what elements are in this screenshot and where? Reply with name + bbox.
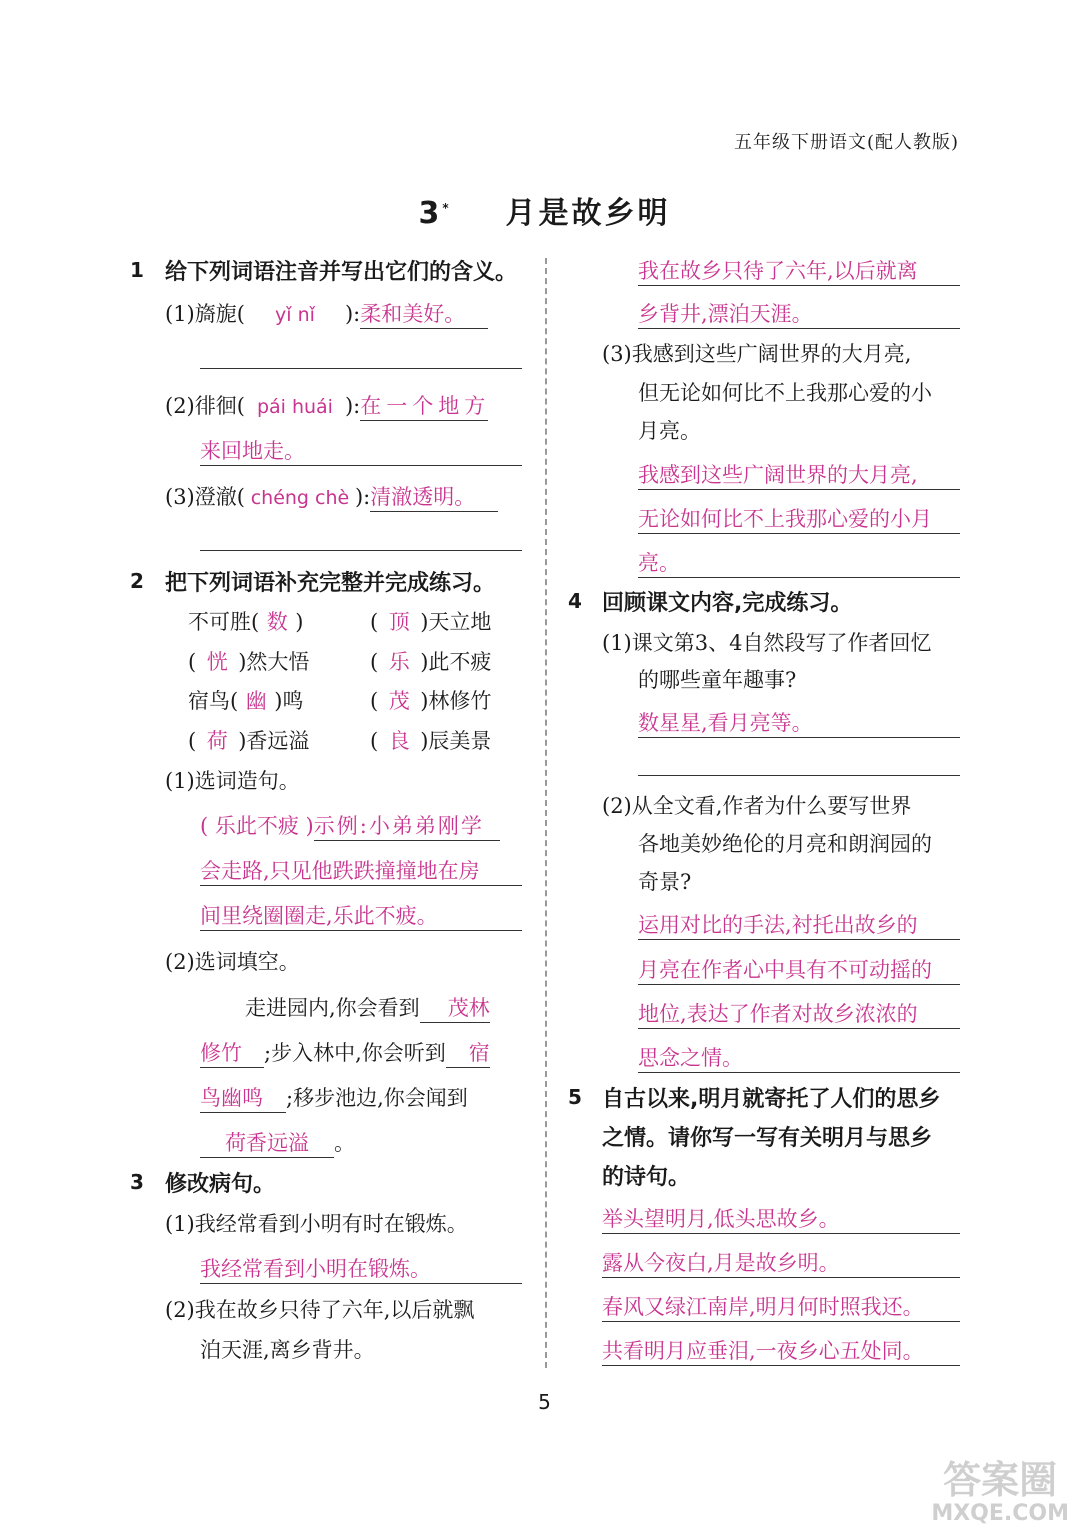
- q1-number: 1: [130, 258, 144, 282]
- q3-answer-3a: 我感到这些广阔世界的大月亮,: [638, 459, 960, 490]
- q2-sub1-answer-line3: 间里绕圈圈走,乐此不疲。: [200, 900, 522, 931]
- q3-sentence-2b: 泊天涯,离乡背井。: [200, 1338, 375, 1362]
- page-number: 5: [538, 1390, 551, 1414]
- q1-item-1-answer: 柔和美好。: [360, 298, 488, 329]
- q2-word-1a: 不可胜( 数 ): [188, 610, 304, 634]
- q1-prompt: 给下列词语注音并写出它们的含义。: [165, 260, 518, 285]
- q4-sub1-b: 的哪些童年趣事?: [638, 668, 797, 692]
- q2-sub1-answer-line2: 会走路,只见他跌跌撞撞地在房: [200, 855, 522, 886]
- q4-number: 4: [568, 589, 582, 613]
- q1-item-1-pinyin: yǐ nǐ: [275, 304, 315, 326]
- q2-sub1-answer-line1: ( 乐此不疲 )示例:小弟弟刚学: [200, 810, 500, 841]
- q3-answer-2b: 乡背井,漂泊天涯。: [638, 298, 960, 329]
- q3-sentence-1: (1)我经常看到小明有时在锻炼。: [165, 1212, 468, 1236]
- q4-answer-2-line2: 月亮在作者心中具有不可动摇的: [638, 954, 960, 985]
- q5-number: 5: [568, 1085, 582, 1109]
- q2-word-3b: ( 茂 )林修竹: [370, 689, 492, 713]
- q3-answer-2a: 我在故乡只待了六年,以后就离: [638, 255, 960, 286]
- q2-word-4a: ( 荷 )香远溢: [188, 729, 310, 753]
- lesson-title-text: 月是故乡明: [505, 196, 671, 231]
- q1-blank-line-3: [200, 550, 522, 551]
- lesson-star: *: [442, 201, 452, 215]
- q3-number: 3: [130, 1170, 144, 1194]
- q1-item-3-answer: 清澈透明。: [370, 481, 498, 512]
- q4-sub1-a: (1)课文第3、4自然段写了作者回忆: [602, 631, 932, 655]
- q5-prompt-c: 的诗句。: [602, 1165, 691, 1190]
- q1-item-1: (1)旖旎( yǐ nǐ ):柔和美好。: [165, 298, 488, 329]
- q2-sub2-line2: 修竹 ;步入林中,你会听到 宿: [200, 1037, 490, 1068]
- q2-sub2-line4: 荷香远溢 。: [200, 1127, 355, 1158]
- q4-answer-2-line4: 思念之情。: [638, 1042, 960, 1073]
- q4-answer-2-line3: 地位,表达了作者对故乡浓浓的: [638, 998, 960, 1029]
- watermark-line2: MXQE.COM: [931, 1500, 1069, 1526]
- q2-sub2-label: (2)选词填空。: [165, 950, 300, 974]
- q2-sub1-label: (1)选词造句。: [165, 769, 300, 793]
- q1-item-3: (3)澄澈( chéng chè ):清澈透明。: [165, 481, 498, 512]
- q2-word-2a: ( 恍 )然大悟: [188, 650, 310, 674]
- q2-word-1b: ( 顶 )天立地: [370, 610, 492, 634]
- q2-prompt: 把下列词语补充完整并完成练习。: [165, 571, 496, 596]
- q1-item-2-answer-cont: 来回地走。: [200, 435, 522, 466]
- q1-blank-line-1: [200, 368, 522, 369]
- lesson-title: [0, 188, 1089, 232]
- q3-answer-3b: 无论如何比不上我那心爱的小月: [638, 503, 960, 534]
- book-header: 五年级下册语文(配人教版): [733, 132, 959, 153]
- q1-item-2-pinyin: pái huái: [256, 396, 333, 418]
- q5-answer-3: 春风又绿江南岸,明月何时照我还。: [602, 1291, 960, 1322]
- column-divider: [545, 258, 547, 1368]
- q1-item-2-answer: 在一个地方: [360, 390, 488, 421]
- watermark-logo: [931, 1460, 1069, 1526]
- q3-prompt: 修改病句。: [165, 1172, 276, 1197]
- q3-sentence-2a: (2)我在故乡只待了六年,以后就飘: [165, 1298, 475, 1322]
- q5-prompt-b: 之情。请你写一写有关明月与思乡: [602, 1126, 933, 1151]
- q5-answer-4: 共看明月应垂泪,一夜乡心五处同。: [602, 1335, 960, 1366]
- q4-blank-line: [638, 775, 960, 776]
- q5-answer-2: 露从今夜白,月是故乡明。: [602, 1247, 960, 1278]
- lesson-number: 3: [418, 196, 443, 231]
- q2-word-4b: ( 良 )辰美景: [370, 729, 492, 753]
- q2-word-3a: 宿鸟( 幽 )鸣: [188, 689, 304, 713]
- q3-answer-3c: 亮。: [638, 547, 960, 578]
- q4-sub2-a: (2)从全文看,作者为什么要写世界: [602, 794, 912, 818]
- q2-sub2-line1: 走进园内,你会看到 茂林: [245, 992, 490, 1023]
- q5-prompt-a: 自古以来,明月就寄托了人们的思乡: [602, 1087, 941, 1112]
- q1-item-2: (2)徘徊( pái huái ):在一个地方: [165, 390, 488, 421]
- q2-number: 2: [130, 569, 144, 593]
- q1-item-3-pinyin: chéng chè: [250, 487, 350, 509]
- q4-answer-1: 数星星,看月亮等。: [638, 707, 960, 738]
- q3-sentence-3b: 但无论如何比不上我那心爱的小: [638, 381, 932, 405]
- q4-answer-2-line1: 运用对比的手法,衬托出故乡的: [638, 909, 960, 940]
- q2-word-2b: ( 乐 )此不疲: [370, 650, 492, 674]
- q4-sub2-c: 奇景?: [638, 870, 692, 894]
- q4-prompt: 回顾课文内容,完成练习。: [602, 591, 853, 616]
- q5-answer-1: 举头望明月,低头思故乡。: [602, 1203, 960, 1234]
- q2-sub2-line3: 鸟幽鸣 ;移步池边,你会闻到: [200, 1082, 468, 1113]
- q3-answer-1: 我经常看到小明在锻炼。: [200, 1253, 522, 1284]
- watermark-line1: 答案圈: [943, 1458, 1058, 1503]
- q3-sentence-3a: (3)我感到这些广阔世界的大月亮,: [602, 342, 912, 366]
- q4-sub2-b: 各地美妙绝伦的月亮和朗润园的: [638, 832, 932, 856]
- q2-sub1-word: ( 乐此不疲 ): [200, 814, 314, 838]
- q3-sentence-3c: 月亮。: [638, 419, 701, 443]
